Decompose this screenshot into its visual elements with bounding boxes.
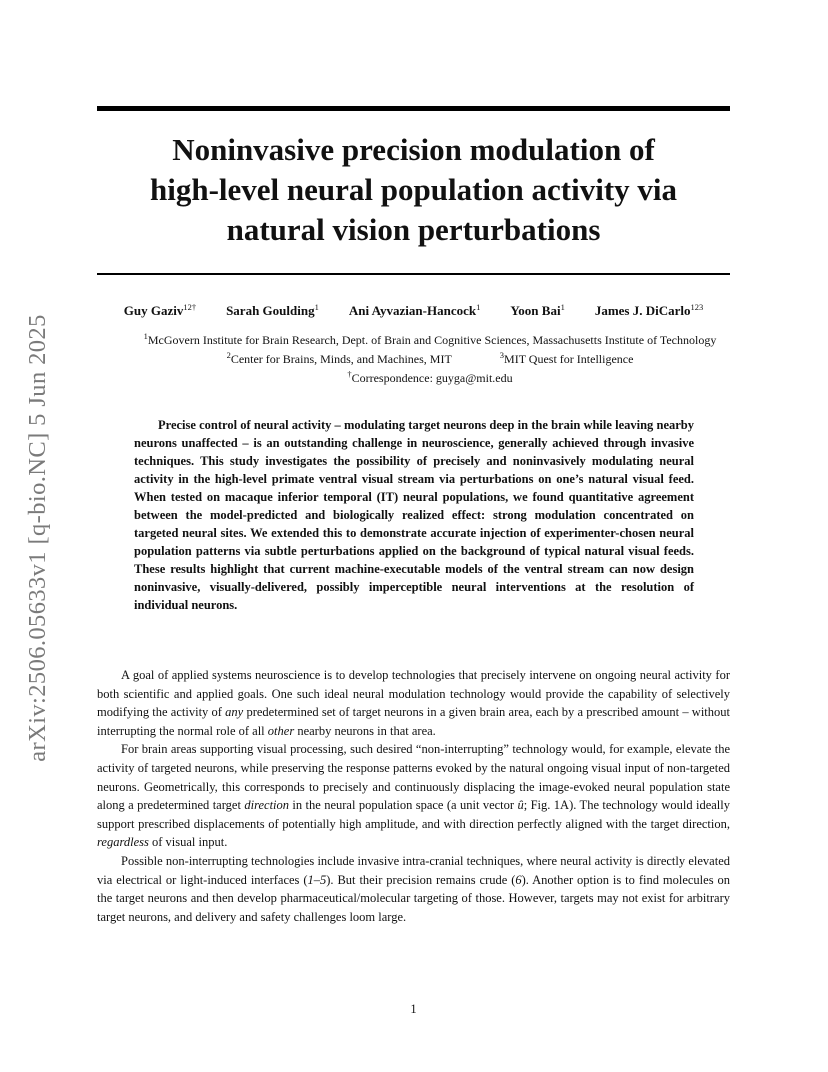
author: James J. DiCarlo$^{123}$ <box>594 302 704 318</box>
author-list <box>97 303 730 319</box>
author: Sarah Goulding$^1$ <box>226 302 319 318</box>
title-rule-top <box>97 106 730 111</box>
arxiv-stamp <box>23 290 53 786</box>
correspondence: †Correspondence: guyga@mit.edu <box>347 369 513 385</box>
arxiv-stamp-text: arXiv:2506.05633v1 [q-bio.NC] 5 Jun 2025 <box>24 314 51 762</box>
body-text <box>97 666 730 926</box>
title-line: high-level neural population activity via <box>149 172 678 207</box>
paper-title <box>97 130 730 250</box>
paragraph: A goal of applied systems neuroscience is to develop technologies that precisely intervene on ongoing neural activity for both scientific and applied goals. One such ideal neural modulation technology would provide the capability of selectively modifying the activity of any predetermined set of target neurons in a given brain area, each by a prescribed amount – without interrupting the normal role of all other nearby neurons in that area. <box>97 668 730 738</box>
affiliation-1: $^1$McGovern Institute for Brain Research, Dept. of Brain and Cognitive Sciences, Massachusetts Institute of Technology <box>143 331 717 347</box>
affiliation-2-3: $^2$Center for Brains, Minds, and Machines, MIT $^3$MIT Quest for Intelligence <box>226 350 634 366</box>
paragraph: For brain areas supporting visual processing, such desired “non-interrupting” technology would, for example, elevate the activity of targeted neurons, while preserving the response patterns evoked by the natural ongoing visual input of non-targeted neurons. Geometrically, this corresponds to precisely and continuously displacing the image-evoked neural population state along a predetermined target direction in the neural population space (a unit vector û; Fig. 1A). The technology would ideally support prescribed displacements of potentially high amplitude, and with direction perfectly aligned with the target direction, regardless of visual input. <box>97 742 730 850</box>
title-line: Noninvasive precision modulation of <box>172 132 655 167</box>
title-line: natural vision perturbations <box>226 212 601 247</box>
abstract: Precise control of neural activity – modulating target neurons deep in the brain while leaving nearby neurons unaffected – is an outstanding challenge in neuroscience, generally achieved through invasive techniques. This study investigates the possibility of precisely and noninvasively modulating neural activity in the high-level primate ventral visual stream via perturbations on one’s natural visual feed. When tested on macaque inferior temporal (IT) neural populations, we found quantitative agreement between the model-predicted and biologically realized effect: strong modulation concentrated on targeted neural sites. We extended this to demonstrate accurate injection of experimenter-chosen neural population patterns via subtle perturbations applied on the background of typical natural visual feeds. These results highlight that current machine-executable models of the ventral stream can now design noninvasive, visually-delivered, possibly imperceptible neural interventions at the resolution of individual neurons. <box>134 418 694 612</box>
author: Guy Gaziv$^{12\dagger}$ <box>123 302 197 318</box>
author: Yoon Bai$^1$ <box>510 302 565 318</box>
author: Ani Ayvazian-Hancock$^1$ <box>348 302 481 318</box>
title-rule-bottom <box>97 273 730 275</box>
page-number: 1 <box>410 1002 417 1016</box>
paragraph: Possible non-interrupting technologies include invasive intra-cranial techniques, where neural activity is directly elevated via electrical or light-induced interfaces (1–5). But their precision remains crude (6). Another option is to find molecules on the target neurons and then develop pharmaceutical/molecular targeting of those. However, targets may not exist for arbitrary target neurons, and delivery and safety challenges loom large. <box>97 853 730 924</box>
